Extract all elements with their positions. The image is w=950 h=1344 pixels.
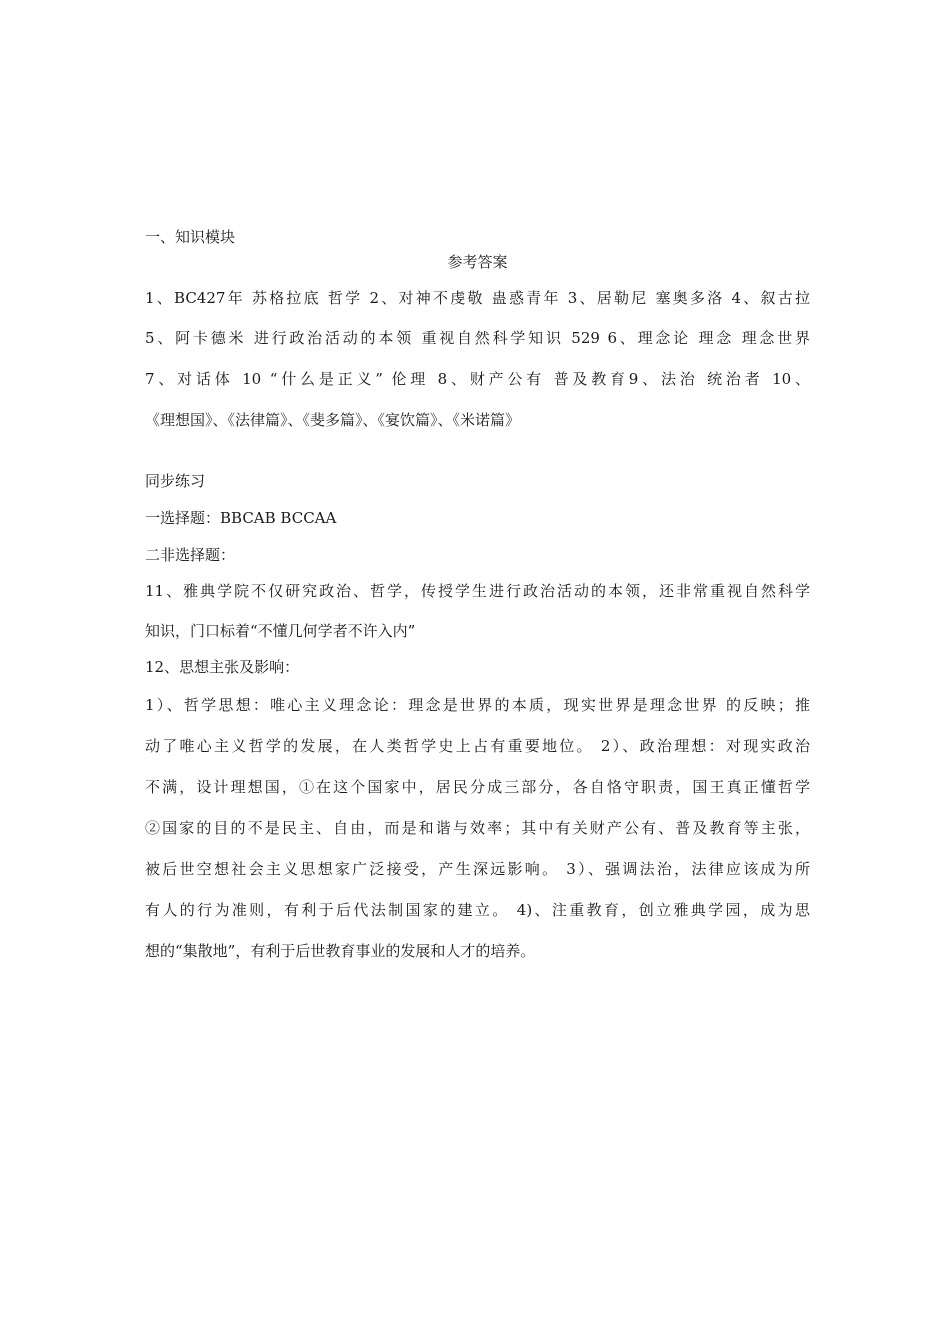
answer-line: 《理想国》、《法律篇》、《斐多篇》、《宴饮篇》、《米诺篇》 bbox=[145, 411, 521, 429]
answer-line: 1、BC427年 苏格拉底 哲学 2、对神不虔敬 蛊惑青年 3、居勒尼 塞奥多洛 4、叙古拉 bbox=[145, 289, 810, 307]
q12-line: 动了唯心主义哲学的发展，在人类哲学史上占有重要地位。 2）、政治理想：对现实政治 bbox=[145, 737, 810, 755]
q12-line: 不满，设计理想国，①在这个国家中，居民分成三部分，各自恪守职责，国王真正懂哲学 bbox=[145, 778, 810, 796]
q12-line: 想的“集散地”，有利于后世教育事业的发展和人才的培养。 bbox=[145, 942, 536, 960]
q11-line: 知识，门口标着“不懂几何学者不许入内” bbox=[145, 622, 416, 640]
q12-line: ②国家的目的不是民主、自由，而是和谐与效率；其中有关财产公有、普及教育等主张， bbox=[145, 819, 810, 837]
answer-title: 参考答案 bbox=[447, 253, 508, 271]
q12-line: 被后世空想社会主义思想家广泛接受，产生深远影响。 3）、强调法治，法律应该成为所 bbox=[145, 860, 810, 878]
choice-answers: 一选择题：BBCAB BCCAA bbox=[145, 509, 337, 527]
q12-line: 1）、哲学思想：唯心主义理念论：理念是世界的本质，现实世界是理念世界 的反映；推 bbox=[145, 696, 810, 714]
section-heading-practice: 同步练习 bbox=[145, 472, 206, 490]
section-heading-knowledge: 一、知识模块 bbox=[145, 228, 236, 246]
nonchoice-heading: 二非选择题： bbox=[145, 546, 236, 564]
answer-line: 5、阿卡德米 进行政治活动的本领 重视自然科学知识 529 6、理念论 理念 理念世界 bbox=[145, 329, 810, 347]
q12-line: 有人的行为准则，有利于后代法制国家的建立。 4)、注重教育，创立雅典学园，成为思 bbox=[145, 901, 810, 919]
q11-line: 11、雅典学院不仅研究政治、哲学，传授学生进行政治活动的本领，还非常重视自然科学 bbox=[145, 582, 810, 600]
q12-title: 12、思想主张及影响： bbox=[145, 658, 300, 676]
answer-line: 7、对话体 10 “什么是正义” 伦理 8、财产公有 普及教育9、法治 统治者 10、 bbox=[145, 370, 810, 388]
